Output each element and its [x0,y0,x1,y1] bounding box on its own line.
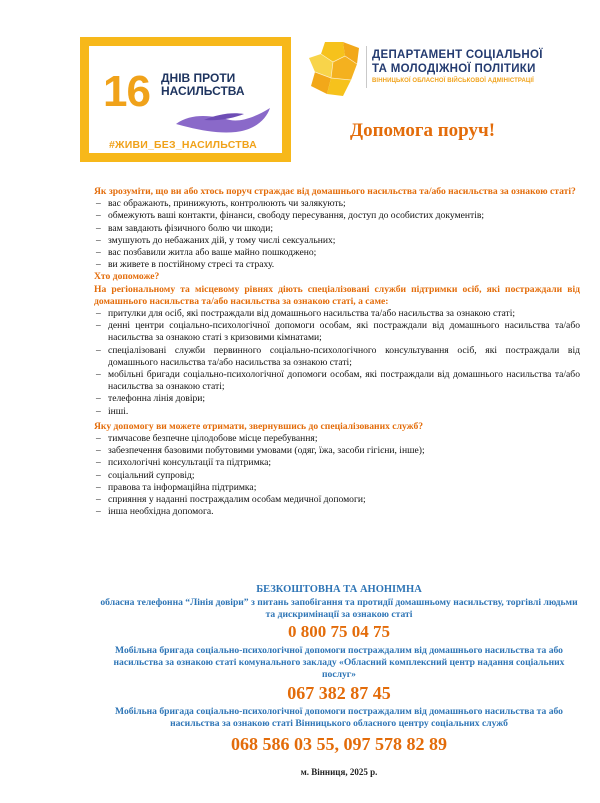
hotline-phone[interactable]: 0 800 75 04 75 [288,622,390,641]
department-name-line1: ДЕПАРТАМЕНТ СОЦІАЛЬНОЇ [372,49,543,61]
section2-list [94,308,580,418]
mobile-team1-phone[interactable]: 067 382 87 45 [287,683,391,703]
help-title: Допомога поруч! [350,120,496,141]
list-item: – телефонна лінія довіри; [94,393,580,405]
campaign-title-line2: НАСИЛЬСТВА [161,84,245,98]
campaign-logo [80,37,291,162]
free-anonymous-heading: БЕЗКОШТОВНА ТА АНОНІМНА [256,584,422,595]
list-item: – вас позбавили житла або ваше майно пошкоджено; [94,247,580,259]
list-item: – ви живете в постійному стресі та страху. [94,259,580,271]
list-item: – спеціалізовані служби первинного соціально-психологічного консультування осіб, які постраждали від домашнього насильства та/або насильства за ознакою статі; [94,345,580,369]
list-item: – забезпечення базовими побутовими умовами (одяг, їжа, засоби гігієни, інше); [94,445,580,457]
section3-list [94,433,580,518]
department-subtitle: ВІННИЦЬКОЇ ОБЛАСНОЇ ВІЙСЬКОВОЇ АДМІНІСТРАЦІЇ [372,78,534,84]
list-item: – змушують до небажаних дій, у тому числі сексуальних; [94,235,580,247]
list-item: – соціальний супровід; [94,470,580,482]
hotline-description: обласна телефонна “Лінія довіри” з питань запобігання та протидії домашньому насильству, торгівлі людьми та дискримінації за ознакою статі [100,597,578,621]
section2-question: Хто допоможе? [94,271,160,283]
list-item: – денні центри соціально-психологічної допомоги особам, які постраждали від домашнього насильства та/або насильства за ознакою статі з кризовими кімнатами; [94,320,580,344]
campaign-hashtag: #ЖИВИ_БЕЗ_НАСИЛЬСТВА [109,139,257,151]
campaign-number: 16 [103,67,150,116]
list-item: – мобільні бригади соціально-психологічної допомоги особам, які постраждали від домашнього насильства та/або насильства за ознакою статі; [94,369,580,393]
footer-city-year: м. Вінниця, 2025 р. [300,767,378,777]
mobile-team2-phones[interactable]: 068 586 03 55, 097 578 82 89 [231,734,447,754]
list-item: – притулки для осіб, які постраждали від домашнього насильства та/або насильства за ознакою статі; [94,308,580,320]
list-item: – правова та інформаційна підтримка; [94,482,580,494]
campaign-title-line1: ДНІВ ПРОТИ [161,71,236,85]
section1-question: Як зрозуміти, що ви або хтось поруч страждає від домашнього насильства та/або насильства за ознакою статі? [94,186,576,197]
mobile-team2-description: Мобільна бригада соціально-психологічної допомоги постраждалим від домашнього насильства та або насильства за ознакою статі Вінницького обласного центру соціальних служб [115,706,563,730]
main-content [94,186,580,518]
department-emblem-icon [305,40,363,98]
list-item: – сприяння у наданні постраждалим особам медичної допомоги; [94,494,580,506]
department-name [372,48,543,76]
list-item: – тимчасове безпечне цілодобове місце перебування; [94,433,580,445]
mobile-team1-description: Мобільна бригада соціально-психологічної допомоги постраждалим від домашнього насильства та або насильства за ознакою статі комунального закладу «Обласний комплексний центр надання соціальних послуг» [113,645,565,681]
section1-list [94,198,580,271]
section2-intro: На регіональному та місцевому рівнях діють спеціалізовані служби підтримки осіб, які постраждали від домашнього насильства та/або насильства за ознакою статі, а саме: [94,283,580,307]
list-item: – вас ображають, принижують, контролюють чи залякують; [94,198,580,210]
list-item: – психологічні консультації та підтримка; [94,457,580,469]
list-item: – обмежують ваші контакти, фінанси, свободу пересування, доступ до особистих документів; [94,210,580,222]
list-item: – вам завдають фізичного болю чи шкоди; [94,223,580,235]
department-name-line2: ТА МОЛОДІЖНОЇ ПОЛІТИКИ [372,63,536,75]
hand-icon [174,102,274,136]
department-divider [366,46,367,88]
campaign-title [161,72,245,98]
list-item: – інша необхідна допомога. [94,506,580,518]
list-item: – інші. [94,406,580,418]
section3-question: Яку допомогу ви можете отримати, звернувшись до спеціалізованих служб? [94,420,424,432]
